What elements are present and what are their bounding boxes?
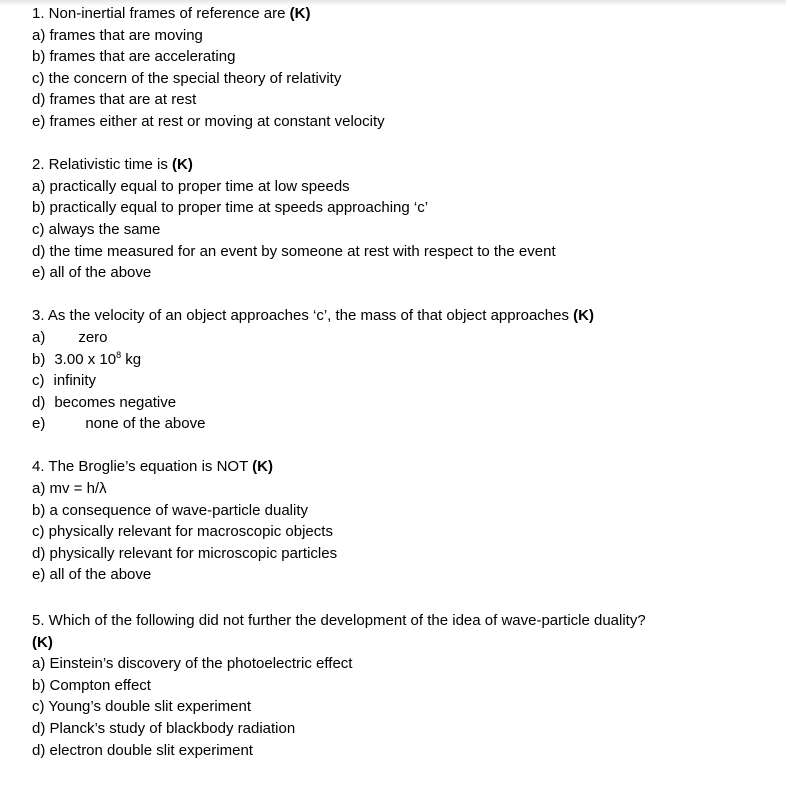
question-1-stem-text: 1. Non-inertial frames of reference are bbox=[32, 5, 290, 22]
question-4-option-b: b) a consequence of wave-particle duality bbox=[32, 501, 308, 519]
question-1-tag: (K) bbox=[289, 5, 311, 22]
question-3-option-a-letter: a) bbox=[32, 328, 46, 346]
question-3-option-b-letter: b) bbox=[32, 350, 46, 368]
question-5-option-d: d) Planck’s study of blackbody radiation bbox=[32, 720, 296, 737]
question-5-stem: 5. Which of the following did not further the development of the idea of wave-particle duality? bbox=[32, 612, 646, 630]
question-3-option-d-letter: d) bbox=[32, 393, 46, 411]
question-2-option-a: a) practically equal to proper time at low speeds bbox=[32, 177, 350, 195]
question-3-option-e-text: none of the above bbox=[85, 415, 206, 433]
question-4-option-e: e) all of the above bbox=[32, 566, 152, 584]
question-3-stem-text: 3. As the velocity of an object approaches ‘c’, the mass of that object approaches bbox=[32, 307, 574, 325]
question-4 bbox=[32, 456, 732, 586]
question-3-option-b-unit: kg bbox=[121, 350, 142, 368]
question-1-stem bbox=[32, 3, 732, 25]
question-5-tag: (K) bbox=[32, 633, 53, 651]
question-2-option-d: d) the time measured for an event by someone at rest with respect to the event bbox=[32, 242, 556, 260]
question-2 bbox=[32, 154, 732, 284]
question-3-option-e-letter: e) bbox=[32, 415, 46, 433]
question-3-option-a-text: zero bbox=[78, 328, 108, 346]
question-1 bbox=[32, 3, 732, 133]
question-3-option-b bbox=[32, 349, 732, 371]
question-1-option-d: d) frames that are at rest bbox=[32, 91, 197, 109]
question-3-option-e bbox=[32, 413, 732, 435]
question-2-option-c: c) always the same bbox=[32, 220, 161, 238]
question-5-option-c: c) Young’s double slit experiment bbox=[32, 698, 252, 716]
question-4-stem-text: 4. The Broglie’s equation is NOT bbox=[32, 458, 253, 476]
question-3-option-c bbox=[32, 370, 732, 392]
question-4-option-a: a) mv = h/λ bbox=[32, 480, 107, 498]
question-5-option-b: b) Compton effect bbox=[32, 676, 151, 694]
question-3-option-b-exponent: 8 bbox=[116, 349, 122, 360]
question-1-option-a: a) frames that are moving bbox=[32, 26, 203, 44]
question-3-option-b-text: 3.00 x 10 bbox=[54, 350, 117, 368]
question-3-option-d-text: becomes negative bbox=[54, 393, 177, 411]
question-4-tag: (K) bbox=[252, 458, 273, 476]
question-3-option-a bbox=[32, 327, 732, 349]
question-5 bbox=[32, 610, 732, 761]
question-3-tag: (K) bbox=[573, 307, 594, 325]
question-4-option-c: c) physically relevant for macroscopic objects bbox=[32, 523, 333, 541]
question-1-option-c: c) the concern of the special theory of relativity bbox=[32, 69, 342, 87]
question-2-stem bbox=[32, 154, 732, 176]
question-2-stem-text: 2. Relativistic time is bbox=[32, 156, 173, 174]
question-5-option-e: d) electron double slit experiment bbox=[32, 741, 253, 759]
question-4-option-d: d) physically relevant for microscopic particles bbox=[32, 544, 338, 562]
question-3-option-d bbox=[32, 392, 732, 414]
question-5-option-a: a) Einstein’s discovery of the photoelectric effect bbox=[32, 655, 353, 673]
question-2-option-e: e) all of the above bbox=[32, 264, 152, 282]
question-2-option-b: b) practically equal to proper time at speeds approaching ‘c’ bbox=[32, 199, 429, 217]
question-4-stem bbox=[32, 456, 732, 478]
question-3-stem bbox=[32, 305, 732, 327]
worksheet-page bbox=[32, 3, 732, 783]
question-3-option-c-letter: c) bbox=[32, 372, 45, 390]
question-3 bbox=[32, 305, 732, 435]
question-3-option-c-text: infinity bbox=[53, 372, 97, 390]
question-1-option-b: b) frames that are accelerating bbox=[32, 48, 236, 66]
question-1-option-e: e) frames either at rest or moving at constant velocity bbox=[32, 112, 385, 130]
question-2-tag: (K) bbox=[172, 156, 193, 174]
